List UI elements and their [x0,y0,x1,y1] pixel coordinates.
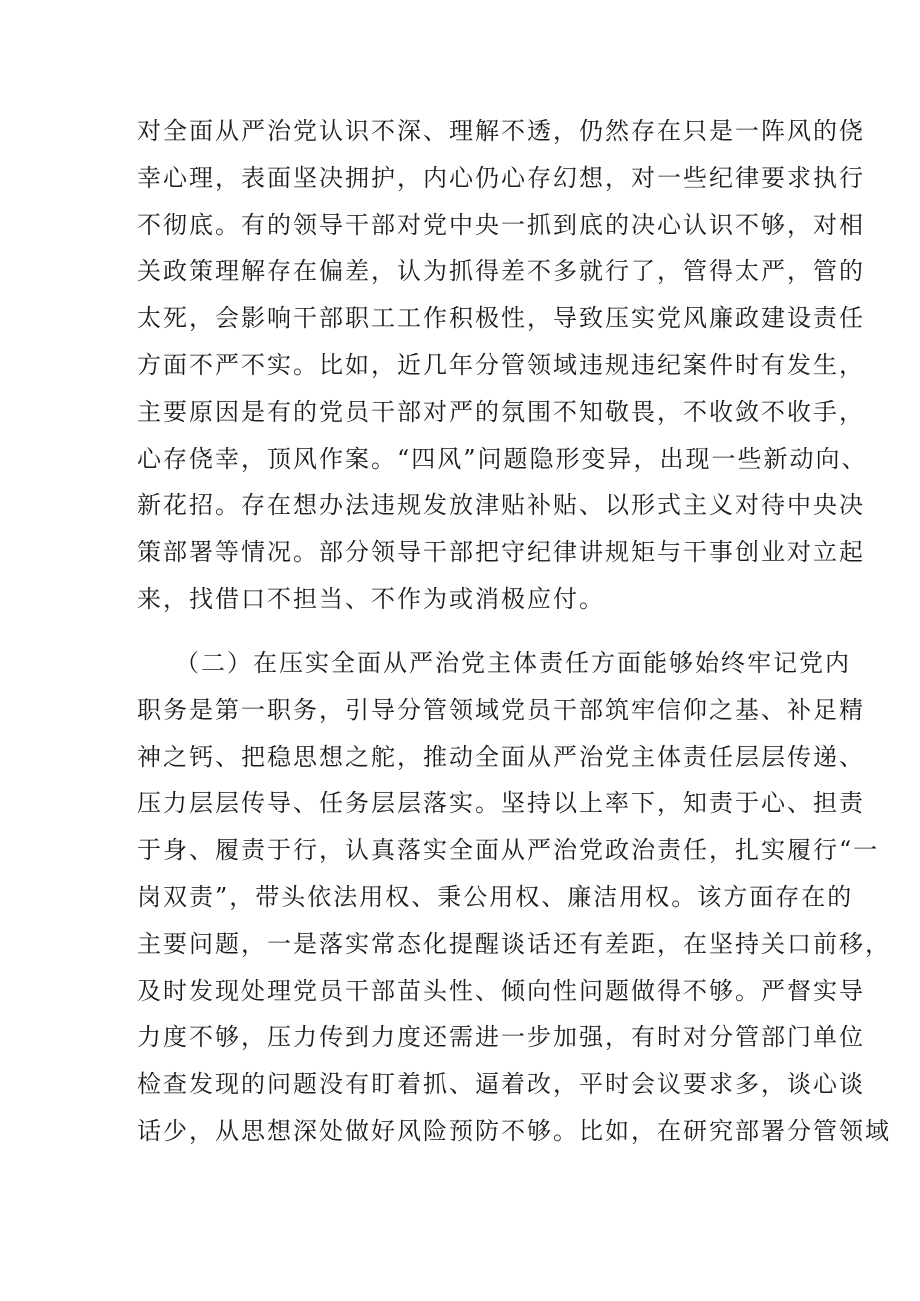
text-line: 新花招。存在想办法违规发放津贴补贴、以形式主义对待中央决 [137,491,865,520]
text-line: 及时发现处理党员干部苗头性、倾向性问题做得不够。严督实导 [137,976,865,1005]
text-line: 于身、履责于行，认真落实全面从严治党政治责任，扎实履行“一 [137,836,880,865]
paragraph-continuation [137,108,868,623]
text-line: 压力层层传导、任务层层落实。坚持以上率下，知责于心、担责 [137,789,865,818]
text-line: 方面不严不实。比如，近几年分管领域违规违纪案件时有发生， [137,350,865,379]
section-heading-line: （二）在压实全面从严治党主体责任方面能够始终牢记党内 [175,649,851,677]
paragraph-section-two [137,640,891,1155]
text-line: 来，找借口不担当、不作为或消极应付。 [137,584,605,613]
text-line: 心存侥幸，顶风作案。“四风”问题隐形变异，出现一些新动向、 [137,444,868,473]
text-line: 主要原因是有的党员干部对严的氛围不知敬畏，不收敛不收手， [137,397,865,426]
text-line: 幸心理，表面坚决拥护，内心仍心存幻想，对一些纪律要求执行 [137,163,865,192]
text-line: 策部署等情况。部分领导干部把守纪律讲规矩与干事创业对立起 [137,538,865,567]
text-line: 检查发现的问题没有盯着抓、逼着改，平时会议要求多，谈心谈 [137,1070,865,1099]
text-line: 话少，从思想深处做好风险预防不够。比如，在研究部署分管领域 [137,1116,891,1145]
text-line: 主要问题，一是落实常态化提醒谈话还有差距，在坚持关口前移， [137,929,891,958]
text-line: 神之钙、把稳思想之舵，推动全面从严治党主体责任层层传递、 [137,742,865,771]
text-line: 力度不够，压力传到力度还需进一步加强，有时对分管部门单位 [137,1023,865,1052]
text-line: 岗双责”，带头依法用权、秉公用权、廉洁用权。该方面存在的 [137,882,854,911]
text-line: 不彻底。有的领导干部对党中央一抓到底的决心认识不够，对相 [137,210,865,239]
text-line: 职务是第一职务，引导分管领域党员干部筑牢信仰之基、补足精 [137,695,865,724]
text-line: 关政策理解存在偏差，认为抓得差不多就行了，管得太严，管的 [137,257,865,286]
text-line: 太死，会影响干部职工工作积极性，导致压实党风廉政建设责任 [137,304,865,333]
text-line: 对全面从严治党认识不深、理解不透，仍然存在只是一阵风的侥 [137,117,865,145]
